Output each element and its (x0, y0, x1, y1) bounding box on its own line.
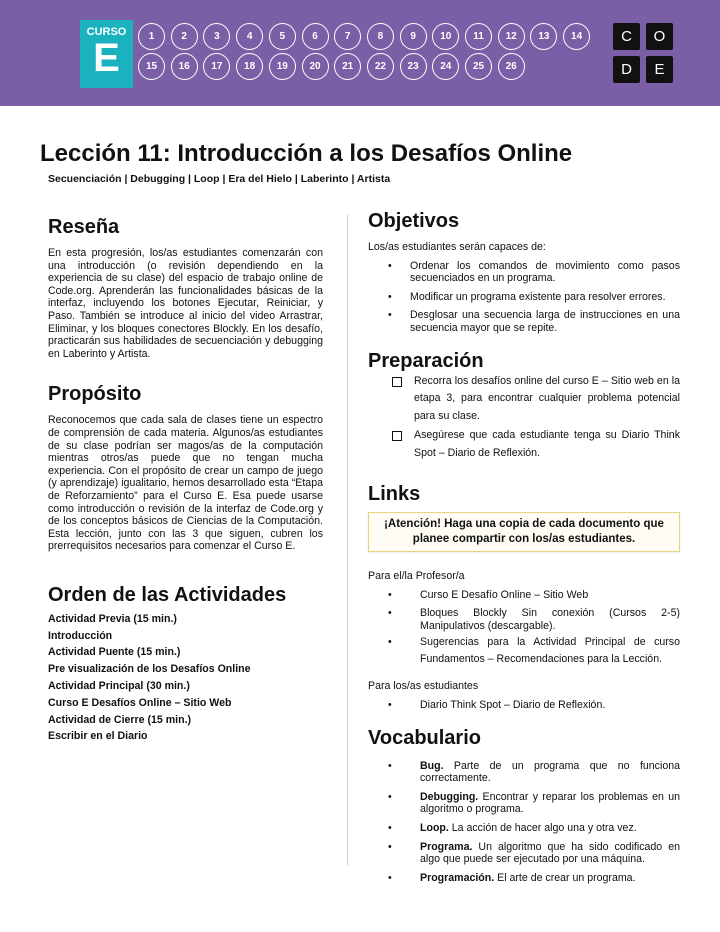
section-heading: Reseña (48, 216, 120, 238)
objetivos-section (368, 209, 680, 335)
vocab-def: Un algoritmo que ha sido codificado en algo que puede ser ejecutado por una máquina. (420, 840, 680, 866)
lesson-number-link[interactable]: 12 (498, 23, 525, 50)
lesson-number-link[interactable]: 24 (432, 53, 459, 80)
resena-section (48, 215, 323, 360)
lesson-number-link[interactable]: 7 (334, 23, 361, 50)
preparacion-section (368, 349, 680, 463)
links-section (368, 482, 680, 712)
vocab-term: Debugging. (420, 790, 479, 803)
logo-letter: E (646, 56, 673, 83)
list-item: • Desglosar una secuencia larga de instrucciones en una secuencia mayor que se repite. (368, 309, 680, 334)
lesson-number-link[interactable]: 17 (203, 53, 230, 80)
activity-item: Curso E Desafíos Online – Sitio Web (48, 696, 232, 709)
vocab-item (368, 791, 680, 816)
section-heading: Preparación (368, 349, 484, 372)
vocabulario-section (368, 726, 680, 885)
lesson-number-link[interactable]: 20 (302, 53, 329, 80)
course-label: CURSO (86, 26, 127, 38)
list-item: • Modificar un programa existente para resolver errores. (368, 291, 680, 304)
lesson-number-link[interactable]: 4 (236, 23, 263, 50)
objetivos-intro: Los/as estudiantes serán capaces de: (368, 241, 546, 253)
section-heading: Propósito (48, 383, 142, 406)
section-heading: Orden de las Actividades (48, 583, 287, 606)
code-org-logo (613, 23, 673, 83)
link-item[interactable]: • Bloques Blockly Sin conexión (Cursos 2-5) Manipulativos (descargable). (368, 607, 680, 632)
lesson-number-link[interactable]: 1 (138, 23, 165, 50)
vocab-item (368, 872, 680, 885)
attention-note: ¡Atención! Haga una copia de cada documento que planee compartir con los/as estudiantes. (368, 512, 680, 552)
vocab-term: Programación. (420, 871, 495, 884)
lesson-number-link[interactable]: 23 (400, 53, 427, 80)
lesson-number-link[interactable]: 18 (236, 53, 263, 80)
checklist-item: Asegúrese que cada estudiante tenga su Diario Think Spot – Diario de Reflexión. (368, 427, 680, 462)
teacher-label: Para el/la Profesor/a (368, 570, 465, 583)
lesson-number-link[interactable]: 15 (138, 53, 165, 80)
page-title: Lección 11: Introducción a los Desafíos Online (40, 140, 573, 167)
vocab-def: El arte de crear un programa. (494, 871, 636, 884)
activity-item: Actividad de Cierre (15 min.) (48, 713, 192, 726)
vocab-def: Parte de un programa que no funciona correctamente. (420, 759, 680, 785)
link-item[interactable]: • Diario Think Spot – Diario de Reflexión. (368, 699, 680, 712)
vocab-item (368, 841, 680, 866)
right-column (368, 209, 680, 890)
lesson-number-link[interactable]: 14 (563, 23, 590, 50)
logo-letter: D (613, 56, 640, 83)
lesson-number-link[interactable]: 3 (203, 23, 230, 50)
vocab-def: La acción de hacer algo una y otra vez. (448, 822, 637, 834)
link-item[interactable]: • Curso E Desafío Online – Sitio Web (368, 589, 680, 602)
column-divider (347, 215, 348, 865)
link-item[interactable]: • Sugerencias para la Actividad Principal de curso Fundamentos – Recomendaciones para la Lección. (368, 634, 680, 668)
section-heading: Vocabulario (368, 726, 481, 749)
vocab-item (368, 760, 680, 785)
vocab-def: Encontrar y reparar los problemas en un algoritmo o programa. (420, 790, 680, 816)
lesson-number-link[interactable]: 10 (432, 23, 459, 50)
lesson-number-link[interactable]: 26 (498, 53, 525, 80)
proposito-text: Reconocemos que cada sala de clases tiene un espectro de comprensión de cada materia. Algunos/as estudiantes de su clase podrían ser magos/as de la computación mientras otros/as puede que no tengan mucha experiencia. Con el propósito de crear un campo de juego (y aprendizaje) igualitario, hemos desarrollado esta “Etapa de Reforzamiento” para el Curso E. Esa puede usarse como introducción o revisión de la interfaz de Code.org y de los conceptos básicos de Ciencias de la Computación. Esta lección, junto con las 3 que siguen, cubren los prerrequisitos necesarios para comenzar el Curso E. (48, 414, 323, 553)
activity-item: Pre visualización de los Desafíos Online (48, 663, 251, 676)
lesson-number-link[interactable]: 2 (171, 23, 198, 50)
proposito-section (48, 382, 323, 553)
logo-letter: C (613, 23, 640, 50)
lesson-number-link[interactable]: 25 (465, 53, 492, 80)
lesson-number-link[interactable]: 6 (302, 23, 329, 50)
student-label: Para los/as estudiantes (368, 680, 479, 693)
vocab-term: Loop. (420, 822, 449, 834)
course-letter: E (93, 36, 120, 80)
activity-item: Introducción (48, 629, 113, 642)
lesson-number-link[interactable]: 9 (400, 23, 427, 50)
section-heading: Links (368, 483, 421, 506)
course-header (0, 0, 720, 106)
checklist-item: Recorra los desafíos online del curso E – Sitio web en la etapa 3, para encontrar cualquier problema potencial para su clase. (368, 373, 680, 426)
activity-item: Escribir en el Diario (48, 730, 148, 743)
orden-section (48, 583, 323, 745)
section-heading: Objetivos (368, 210, 460, 232)
vocab-term: Programa. (420, 840, 473, 853)
vocab-item (368, 822, 680, 835)
resena-text: En esta progresión, los/as estudiantes comenzarán con una introducción (o revisión dependiendo en la experiencia de su clase) del espacio de trabajo online de Code.org. Aprenderán las funcionalidades básicas de la interfaz, incluyendo los botones Ejecutar, Reiniciar, y Paso. También se introduce al inicio del video Arrastrar, Eliminar, y los bloques conectores Blockly. En los desafío, practicarán sus habilidades de secuenciación y debugging en Laberinto y Artista. (48, 247, 323, 360)
logo-letter: O (646, 23, 673, 50)
subtitle-topics: Secuenciación | Debugging | Loop | Era del Hielo | Laberinto | Artista (48, 173, 391, 185)
activity-item: Actividad Puente (15 min.) (48, 646, 181, 659)
course-badge (80, 20, 133, 88)
vocab-term: Bug. (420, 759, 444, 772)
lesson-number-link[interactable]: 22 (367, 53, 394, 80)
list-item: • Ordenar los comandos de movimiento como pasos secuenciados en un programa. (368, 260, 680, 285)
activity-item: Actividad Principal (30 min.) (48, 680, 190, 693)
lesson-number-link[interactable]: 21 (334, 53, 361, 80)
lesson-number-link[interactable]: 13 (530, 23, 557, 50)
activity-item: Actividad Previa (15 min.) (48, 612, 177, 625)
left-column (48, 215, 323, 745)
lesson-number-link[interactable]: 5 (269, 23, 296, 50)
lesson-number-link[interactable]: 11 (465, 23, 492, 50)
lesson-number-link[interactable]: 16 (171, 53, 198, 80)
lesson-number-link[interactable]: 19 (269, 53, 296, 80)
lesson-number-link[interactable]: 8 (367, 23, 394, 50)
